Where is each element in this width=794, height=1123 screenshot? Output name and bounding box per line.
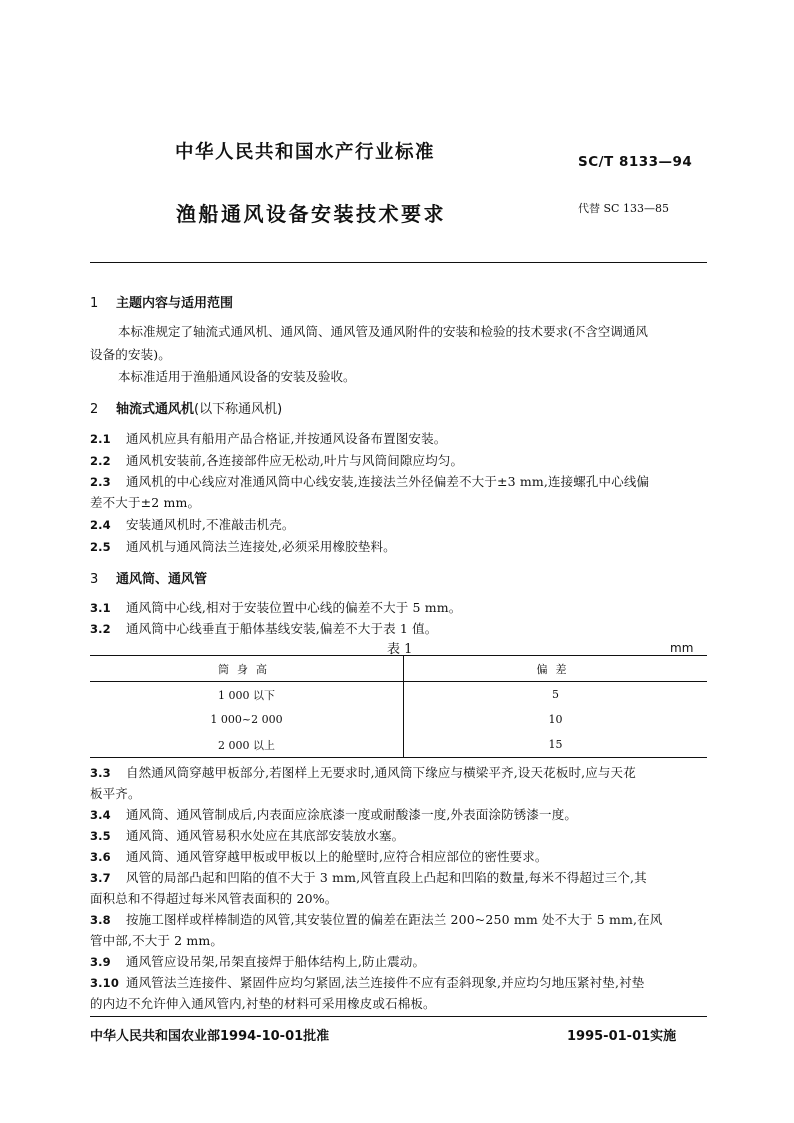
standard-title: 中华人民共和国水产行业标准	[175, 142, 436, 163]
header-divider	[90, 262, 707, 263]
section-3-title: 通风筒、通风管	[116, 572, 208, 587]
section-1-number: 1	[90, 296, 99, 311]
footer-divider	[90, 1016, 707, 1017]
section-2-subtitle: (以下称通风机)	[194, 402, 283, 417]
clause-3-7-cont: 面积总和不得超过每米风管表面积的 20%。	[90, 891, 338, 906]
clause-2-4: 2.4 安装通风机时,不准敲击机壳。	[90, 517, 295, 532]
clause-3-7: 3.7 风管的局部凸起和凹陷的值不大于 3 mm,风管直段上凸起和凹陷的数量,每米不得超过三个,其	[90, 870, 647, 885]
table-row	[90, 732, 707, 758]
clause-3-8: 3.8 按施工图样或样棒制造的风管,其安装位置的偏差在距法兰 200~250 mm 处不大于 5 mm,在风	[90, 912, 663, 927]
table-cell-deviation: 5	[552, 688, 559, 701]
table-cell-height: 1 000 以下	[90, 682, 404, 708]
section-3-heading	[90, 568, 207, 587]
table-row	[90, 707, 707, 732]
clause-3-5: 3.5 通风筒、通风管易积水处应在其底部安装放水塞。	[90, 828, 405, 843]
table-cell-height: 1 000~2 000	[90, 707, 404, 732]
clause-2-2: 2.2 通风机安装前,各连接部件应无松动,叶片与风筒间隙应均匀。	[90, 453, 464, 468]
table-1-unit: mm	[670, 641, 694, 655]
clause-3-1: 3.1 通风筒中心线,相对于安装位置中心线的偏差不大于 5 mm。	[90, 600, 462, 615]
clause-3-2: 3.2 通风筒中心线垂直于船体基线安装,偏差不大于表 1 值。	[90, 621, 438, 636]
section-2-title: 轴流式通风机	[116, 402, 195, 417]
clause-3-8-cont: 管中部,不大于 2 mm。	[90, 933, 224, 948]
clause-3-10-cont: 的内边不允许伸入通风管内,衬垫的材料可采用橡皮或石棉板。	[90, 996, 436, 1011]
section-1-heading	[90, 292, 233, 311]
clause-2-3-cont: 差不大于±2 mm。	[90, 495, 201, 510]
table-1	[90, 655, 707, 758]
clause-3-9: 3.9 通风管应设吊架,吊架直接焊于船体结构上,防止震动。	[90, 954, 426, 969]
clause-2-3: 2.3 通风机的中心线应对准通风筒中心线安装,连接法兰外径偏差不大于±3 mm,连接螺孔中心线偏	[90, 474, 650, 489]
section-1-title: 主题内容与适用范围	[116, 296, 234, 311]
section-1-paragraph-2: 本标准适用于渔船通风设备的安装及验收。	[118, 369, 356, 384]
table-cell-deviation: 15	[404, 732, 708, 758]
section-1-paragraph-1: 本标准规定了轴流式通风机、通风筒、通风管及通风附件的安装和检验的技术要求(不含空调通风	[118, 324, 648, 339]
standard-code: SC/T 8133—94	[578, 154, 693, 170]
section-3-number: 3	[90, 572, 99, 587]
clause-3-10: 3.10 通风管法兰连接件、紧固件应均匀紧固,法兰连接件不应有歪斜现象,并应均匀地压紧衬垫,衬垫	[90, 975, 645, 990]
effective-date: 1995-01-01实施	[567, 1029, 677, 1044]
table-header-deviation: 偏差	[404, 656, 708, 682]
table-header-height: 筒身高	[90, 656, 404, 682]
approval-note: 中华人民共和国农业部1994-10-01批准	[90, 1029, 330, 1044]
table-row	[90, 682, 707, 708]
table-cell-deviation: 10	[548, 713, 563, 726]
clause-3-3-cont: 板平齐。	[90, 786, 141, 801]
clause-3-6: 3.6 通风筒、通风管穿越甲板或甲板以上的舱壁时,应符合相应部位的密性要求。	[90, 849, 548, 864]
section-2-number: 2	[90, 402, 99, 417]
table-header-row	[90, 656, 707, 682]
table-cell-height: 2 000 以上	[90, 732, 404, 758]
clause-3-4: 3.4 通风筒、通风管制成后,内表面应涂底漆一度或耐酸漆一度,外表面涂防锈漆一度。	[90, 807, 577, 822]
table-1-caption: 表 1	[387, 642, 413, 657]
section-2-heading	[90, 398, 282, 417]
clause-2-1: 2.1 通风机应具有船用产品合格证,并按通风设备布置图安装。	[90, 431, 447, 446]
section-1-paragraph-1-cont: 设备的安装)。	[90, 347, 171, 362]
replaces-note: 代替 SC 133—85	[578, 202, 669, 215]
document-title: 渔船通风设备安装技术要求	[176, 202, 446, 226]
clause-3-3: 3.3 自然通风筒穿越甲板部分,若图样上无要求时,通风筒下缘应与横梁平齐,设天花板时,应与天花	[90, 765, 636, 780]
clause-2-5: 2.5 通风机与通风筒法兰连接处,必须采用橡胶垫料。	[90, 539, 396, 554]
